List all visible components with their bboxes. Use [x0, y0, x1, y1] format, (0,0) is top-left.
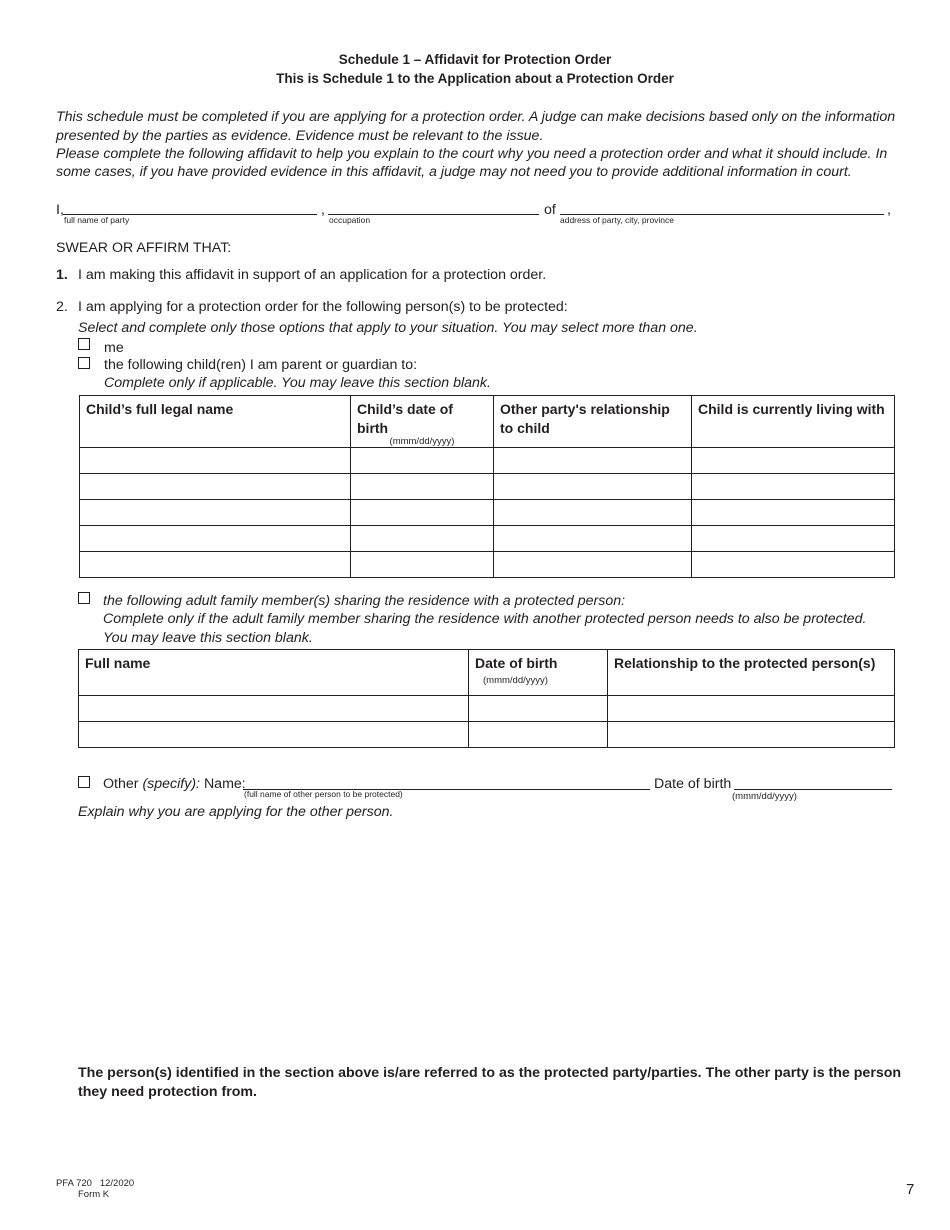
bottom-note-line-1: The person(s) identified in the section above is/are referred to as the protected party/parties. The other party is the person: [78, 1065, 902, 1081]
page-number: 7: [906, 1181, 915, 1198]
child-relationship-cell[interactable]: [494, 526, 692, 552]
party-of: of: [544, 202, 556, 218]
other-dob-hint: (mmm/dd/yyyy): [732, 791, 797, 802]
table-row: [79, 696, 895, 722]
other-name-hint: (full name of other person to be protected): [244, 789, 403, 799]
other-dob-field[interactable]: [734, 775, 892, 790]
table-row: [79, 722, 895, 748]
address-hint: address of party, city, province: [560, 215, 675, 225]
child-living-cell[interactable]: [692, 448, 895, 474]
me-label: me: [104, 340, 124, 356]
party-end-comma: ,: [887, 202, 891, 218]
adult-table: [78, 649, 895, 748]
other-explain: Explain why you are applying for the other person.: [78, 804, 394, 820]
children-table: [79, 395, 895, 578]
adult-name-cell[interactable]: [79, 722, 469, 748]
bottom-note-line-2: they need protection from.: [78, 1084, 257, 1100]
intro-line-3: Please complete the following affidavit to help you explain to the court why you need a protection order and what it should include. In: [56, 146, 888, 162]
adult-checkbox[interactable]: [78, 592, 90, 604]
child-dob-cell[interactable]: [351, 474, 494, 500]
occupation-hint: occupation: [329, 215, 371, 225]
child-dob-cell[interactable]: [351, 500, 494, 526]
adult-note-2: You may leave this section blank.: [103, 630, 313, 646]
child-name-cell[interactable]: [80, 526, 351, 552]
child-relationship-cell[interactable]: [494, 448, 692, 474]
adult-note-1: Complete only if the adult family member sharing the residence with another protected person needs to also be protected.: [103, 611, 867, 627]
intro-line-2: presented by the parties as evidence. Evidence must be relevant to the issue.: [56, 128, 544, 144]
adult-relationship-cell[interactable]: [608, 722, 895, 748]
header-adult-dob: Date of birth (mmm/dd/yyyy): [469, 650, 608, 696]
adult-relationship-cell[interactable]: [608, 696, 895, 722]
adult-name-cell[interactable]: [79, 696, 469, 722]
other-specify: (specify):: [142, 776, 200, 792]
party-name-hint: full name of party: [64, 215, 130, 225]
form-code: PFA 720 12/2020: [56, 1178, 135, 1189]
page-title: Schedule 1 – Affidavit for Protection Order: [338, 52, 612, 67]
other-name-field[interactable]: [243, 775, 650, 790]
adult-dob-cell[interactable]: [469, 696, 608, 722]
child-dob-cell[interactable]: [351, 448, 494, 474]
child-name-cell[interactable]: [80, 500, 351, 526]
other-name-label: Name:: [203, 776, 246, 792]
adult-dob-cell[interactable]: [469, 722, 608, 748]
child-name-cell[interactable]: [80, 552, 351, 578]
children-table-header: [80, 396, 895, 448]
occupation-field[interactable]: [328, 200, 539, 215]
item-2-number: 2.: [56, 299, 68, 315]
table-row: [80, 500, 895, 526]
adult-label: the following adult family member(s) sharing the residence with a protected person:: [103, 593, 626, 609]
other-label: [103, 776, 246, 792]
party-comma: ,: [321, 202, 325, 218]
page-subtitle: This is Schedule 1 to the Application about a Protection Order: [276, 71, 674, 86]
header-child-relationship: Other party's relationship to child: [494, 396, 692, 448]
party-name-field[interactable]: [63, 200, 317, 215]
other-text: Other: [103, 776, 139, 792]
other-checkbox[interactable]: [78, 776, 90, 788]
table-row: [80, 552, 895, 578]
children-label: the following child(ren) I am parent or guardian to:: [104, 357, 418, 373]
other-explanation-area[interactable]: [78, 826, 892, 1046]
child-name-cell[interactable]: [80, 474, 351, 500]
child-living-cell[interactable]: [692, 474, 895, 500]
child-living-cell[interactable]: [692, 500, 895, 526]
me-checkbox[interactable]: [78, 338, 90, 350]
item-2-instruction: Select and complete only those options that apply to your situation. You may select more than one.: [78, 320, 698, 336]
item-1-number: 1.: [56, 267, 68, 283]
header-child-dob: Child’s date of birth (mmm/dd/yyyy): [351, 396, 494, 448]
other-dob-label: Date of birth: [654, 776, 732, 792]
intro-line-4: some cases, if you have provided evidence in this affidavit, a judge may not need you to provide additional information in court.: [56, 164, 852, 180]
header-child-name: Child’s full legal name: [80, 396, 351, 448]
adult-table-header: [79, 650, 895, 696]
item-1-text: I am making this affidavit in support of an application for a protection order.: [78, 267, 547, 283]
child-relationship-cell[interactable]: [494, 552, 692, 578]
item-2-text: I am applying for a protection order for the following person(s) to be protected:: [78, 299, 568, 315]
children-note: Complete only if applicable. You may leave this section blank.: [104, 375, 491, 391]
child-name-cell[interactable]: [80, 448, 351, 474]
table-row: [80, 448, 895, 474]
form-letter: Form K: [78, 1189, 110, 1200]
child-living-cell[interactable]: [692, 526, 895, 552]
table-row: [80, 526, 895, 552]
swear-heading: SWEAR OR AFFIRM THAT:: [56, 240, 232, 256]
child-living-cell[interactable]: [692, 552, 895, 578]
child-dob-cell[interactable]: [351, 526, 494, 552]
header-adult-name: Full name: [79, 650, 469, 696]
table-row: [80, 474, 895, 500]
child-dob-cell[interactable]: [351, 552, 494, 578]
address-field[interactable]: [560, 200, 884, 215]
header-child-living-with: Child is currently living with: [692, 396, 895, 448]
child-relationship-cell[interactable]: [494, 474, 692, 500]
child-relationship-cell[interactable]: [494, 500, 692, 526]
party-prefix: I,: [56, 202, 64, 218]
children-checkbox[interactable]: [78, 357, 90, 369]
header-adult-relationship: Relationship to the protected person(s): [608, 650, 895, 696]
intro-line-1: This schedule must be completed if you are applying for a protection order. A judge can make decisions based only on the information: [56, 109, 896, 125]
